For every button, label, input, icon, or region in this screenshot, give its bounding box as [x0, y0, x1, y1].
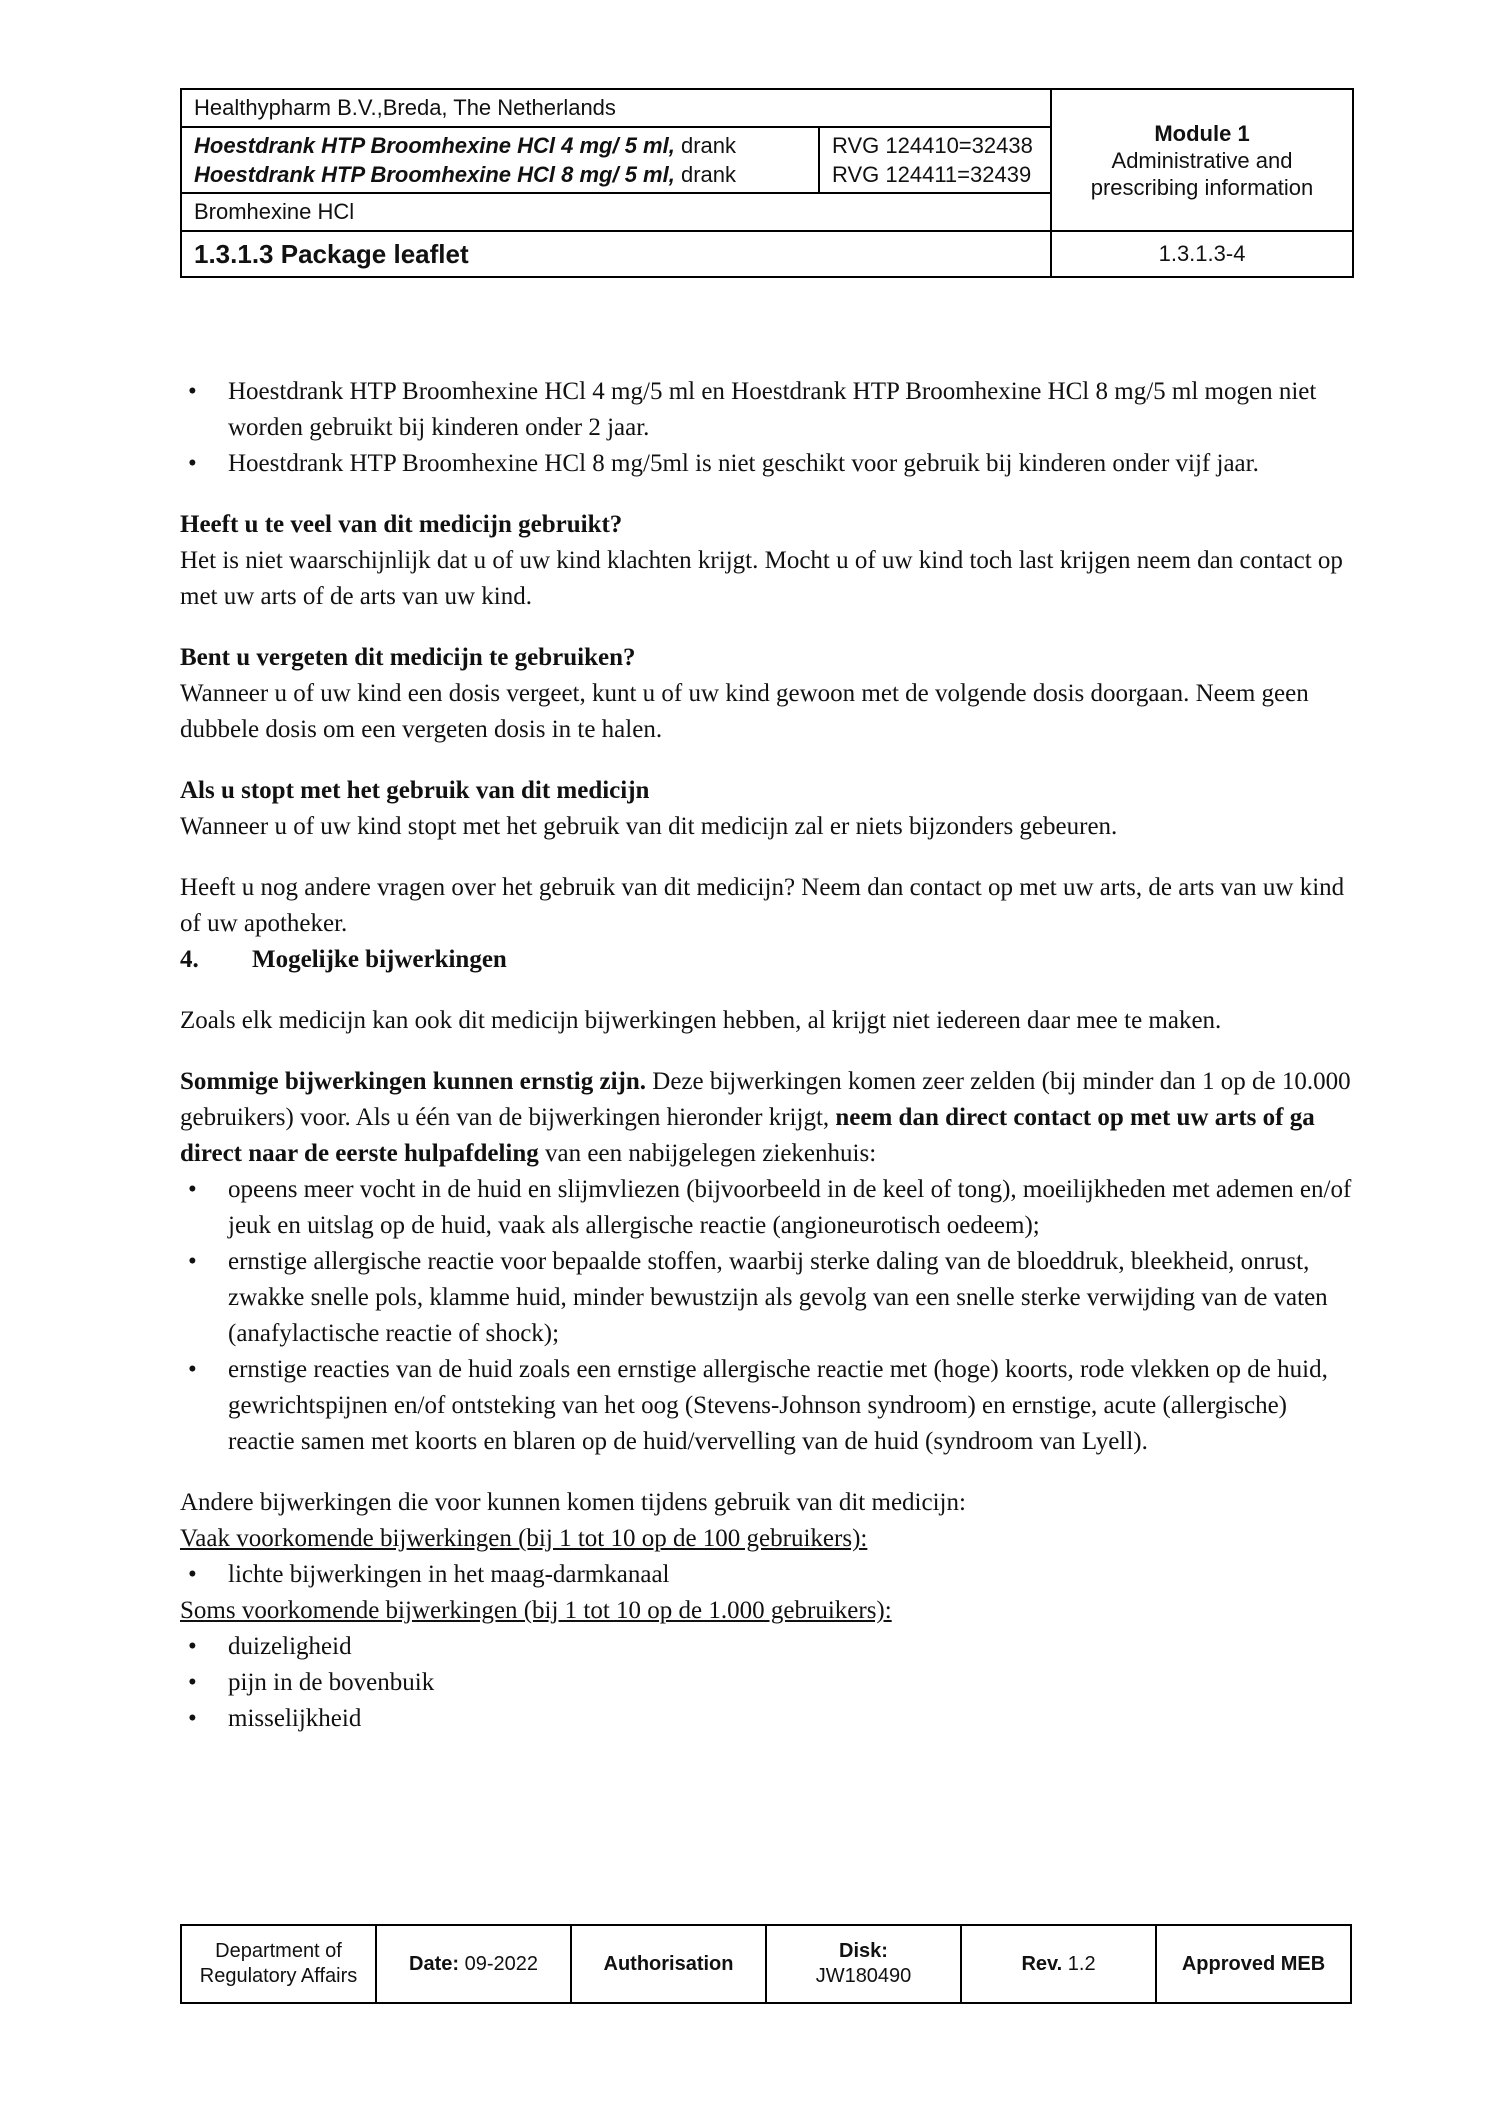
- list-item: • Hoestdrank HTP Broomhexine HCl 8 mg/5ml is niet geschikt voor gebruik bij kinderen onder vijf jaar.: [180, 446, 1352, 482]
- footer-department: Department of Regulatory Affairs: [181, 1925, 376, 2003]
- serious-bold-action: neem dan direct contact op met uw arts of ga direct naar de eerste hulpafdeling: [180, 1104, 1315, 1167]
- rvg-number: RVG 124410=32438: [832, 133, 1033, 158]
- footer-authorisation: Authorisation: [571, 1925, 766, 2003]
- heading-stop: Als u stopt met het gebruik van dit medicijn: [180, 777, 650, 804]
- serious-text-2: van een nabijgelegen ziekenhuis:: [538, 1140, 877, 1167]
- product-form: drank: [674, 162, 736, 187]
- footer-date-value: 09-2022: [459, 1952, 538, 1975]
- footer-disk-value: JW180490: [815, 1965, 912, 1987]
- module-subtitle: Administrative and prescribing information: [1090, 147, 1314, 200]
- module-cell: [1051, 89, 1353, 231]
- section-4-title: Mogelijke bijwerkingen: [252, 946, 507, 973]
- footer-disk-label: Disk:: [839, 1940, 888, 1962]
- section-4-heading: [180, 942, 1352, 978]
- rvg-numbers-cell: [819, 127, 1051, 193]
- footer-date-cell: [376, 1925, 571, 2003]
- footer-rev-label: Rev.: [1021, 1952, 1063, 1975]
- serious-text-1: Deze bijwerkingen komen zeer zelden (bij minder dan 1 op de 10.000 gebruikers) voor. Als u één van de bijwerkingen hieronder krijgt,: [180, 1068, 1351, 1131]
- list-item: • Hoestdrank HTP Broomhexine HCl 4 mg/5 ml en Hoestdrank HTP Broomhexine HCl 8 mg/5 ml mogen niet worden gebruikt bij kinderen onder 2 jaar.: [180, 374, 1352, 446]
- paragraph-stop: Wanneer u of uw kind stopt met het gebruik van dit medicijn zal er niets bijzonders gebeuren.: [180, 813, 1118, 840]
- footer-approved: Approved MEB: [1156, 1925, 1351, 2003]
- section-title: 1.3.1.3 Package leaflet: [181, 231, 1051, 277]
- section-4-number: 4.: [180, 946, 199, 973]
- list-item: • misselijkheid: [180, 1701, 1352, 1737]
- product-name: Hoestdrank HTP Broomhexine HCl 8 mg/ 5 ml,: [194, 162, 675, 187]
- substance-name: Bromhexine HCl: [181, 193, 1051, 231]
- list-item: • ernstige allergische reactie voor bepaalde stoffen, waarbij sterke daling van de bloeddruk, bleekheid, onrust, zwakke snelle pols, klamme huid, minder bewustzijn als gevolg van een snelle sterke verwijding van de vaten (anafylactische reactie of shock);: [180, 1244, 1352, 1352]
- product-line: [194, 160, 806, 189]
- module-title: Module 1: [1154, 120, 1250, 146]
- paragraph-overdose: Het is niet waarschijnlijk dat u of uw kind klachten krijgt. Mocht u of uw kind toch last krijgen neem dan contact op met uw arts of de arts van uw kind.: [180, 547, 1343, 610]
- page-content: [180, 88, 1352, 1737]
- paragraph-zoals: Zoals elk medicijn kan ook dit medicijn bijwerkingen hebben, al krijgt niet iedereen daar mee te maken.: [180, 1007, 1222, 1034]
- header-table: [180, 88, 1354, 278]
- footer-rev-cell: [961, 1925, 1156, 2003]
- serious-bold-lead: Sommige bijwerkingen kunnen ernstig zijn.: [180, 1068, 647, 1095]
- list-item: • opeens meer vocht in de huid en slijmvliezen (bijvoorbeeld in de keel of tong), moeilijkheden met ademen en/of jeuk en uitslag op de huid, vaak als allergische reactie (angioneurotisch oedeem);: [180, 1172, 1352, 1244]
- paragraph-andere: Andere bijwerkingen die voor kunnen komen tijdens gebruik van dit medicijn:: [180, 1489, 966, 1516]
- list-item: • ernstige reacties van de huid zoals een ernstige allergische reactie met (hoge) koorts, rode vlekken op de huid, gewrichtspijnen en/of ontsteking van het oog (Stevens-Johnson syndroom) en ernstige, acute (allergische) reactie samen met koorts en blaren op de huid/vervelling van de huid (syndroom van Lyell).: [180, 1352, 1352, 1460]
- product-form: drank: [674, 133, 736, 158]
- heading-vaak: Vaak voorkomende bijwerkingen (bij 1 tot 10 op de 100 gebruikers):: [180, 1525, 868, 1552]
- footer-date-label: Date:: [409, 1952, 460, 1975]
- footer-rev-value: 1.2: [1062, 1952, 1096, 1975]
- paragraph-questions: Heeft u nog andere vragen over het gebruik van dit medicijn? Neem dan contact op met uw arts, de arts van uw kind of uw apotheker.: [180, 874, 1345, 937]
- rvg-number: RVG 124411=32439: [832, 162, 1032, 187]
- heading-overdose: Heeft u te veel van dit medicijn gebruikt?: [180, 511, 623, 538]
- heading-soms: Soms voorkomende bijwerkingen (bij 1 tot 10 op de 1.000 gebruikers):: [180, 1597, 892, 1624]
- list-item: • duizeligheid: [180, 1629, 1352, 1665]
- paragraph-serious: [180, 1064, 1352, 1172]
- product-name: Hoestdrank HTP Broomhexine HCl 4 mg/ 5 ml,: [194, 133, 675, 158]
- list-item: • pijn in de bovenbuik: [180, 1665, 1352, 1701]
- footer-disk-cell: [766, 1925, 961, 2003]
- footer: [180, 1924, 1352, 2004]
- body-text: [180, 374, 1352, 1737]
- product-names-cell: [181, 127, 819, 193]
- footer-table: [180, 1924, 1352, 2004]
- company-name: Healthypharm B.V.,Breda, The Netherlands: [181, 89, 1051, 127]
- paragraph-forgotten: Wanneer u of uw kind een dosis vergeet, kunt u of uw kind gewoon met de volgende dosis doorgaan. Neem geen dubbele dosis om een vergeten dosis in te halen.: [180, 680, 1309, 743]
- heading-forgotten: Bent u vergeten dit medicijn te gebruiken?: [180, 644, 636, 671]
- list-item: • lichte bijwerkingen in het maag-darmkanaal: [180, 1557, 1352, 1593]
- section-code: 1.3.1.3-4: [1051, 231, 1353, 277]
- product-line: [194, 131, 806, 160]
